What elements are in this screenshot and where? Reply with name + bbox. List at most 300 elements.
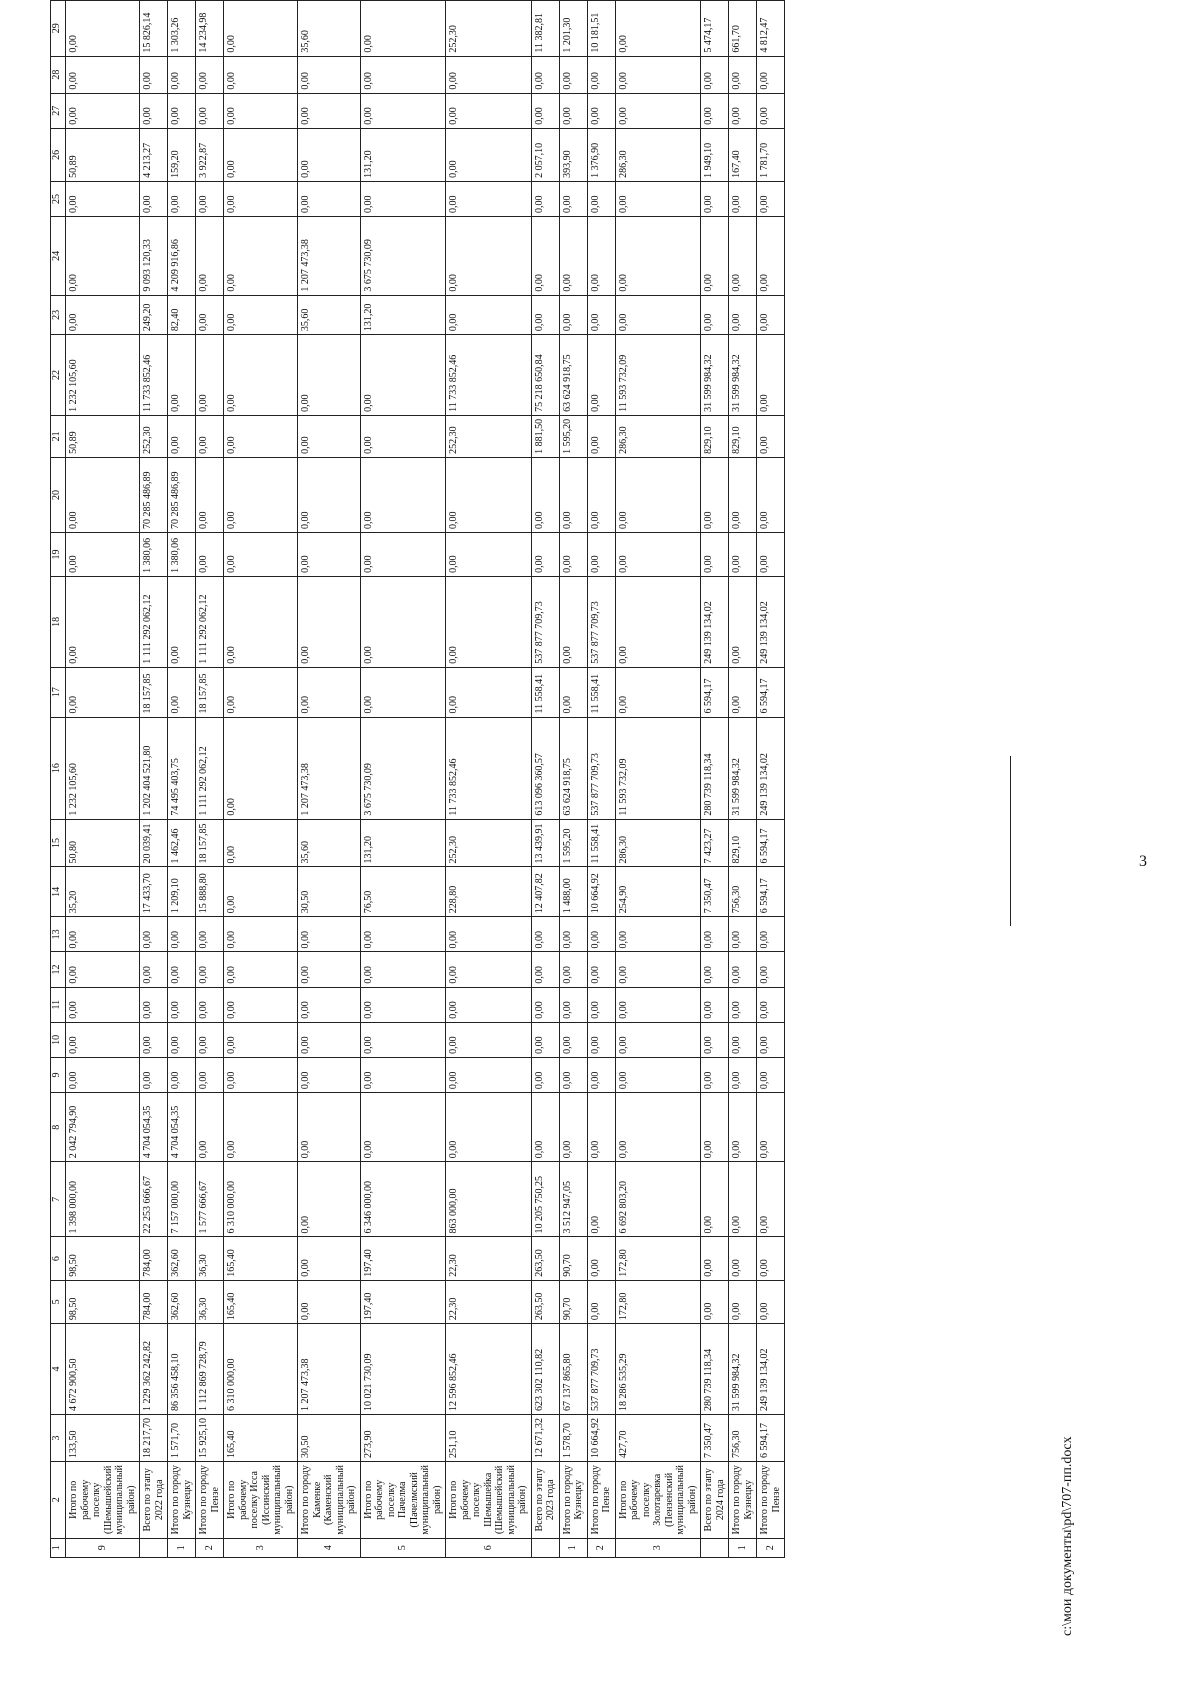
column-number: 20 — [51, 457, 66, 532]
column-number: 11 — [51, 987, 66, 1022]
table-cell: 0,00 — [729, 1237, 757, 1280]
column-number: 2 — [51, 1461, 66, 1538]
column-number: 29 — [51, 1, 66, 57]
table-cell: 1 111 292 062,12 — [140, 576, 168, 667]
table-cell: 0,00 — [140, 917, 168, 952]
table-cell: 15 925,10 — [196, 1414, 224, 1461]
table-row — [701, 1, 729, 1558]
table-cell: 31 599 984,32 — [729, 1324, 757, 1415]
column-number: 3 — [51, 1414, 66, 1461]
table-cell: 0,00 — [66, 667, 140, 717]
table-cell: 0,00 — [587, 952, 615, 987]
table-cell: 0,00 — [729, 917, 757, 952]
table-cell: 0,00 — [446, 93, 532, 128]
table-cell: 0,00 — [196, 93, 224, 128]
table-cell: 11 558,41 — [587, 667, 615, 717]
row-index: 3 — [224, 1538, 298, 1557]
column-number: 17 — [51, 667, 66, 717]
table-cell: 0,00 — [168, 987, 196, 1022]
table-cell: 362,60 — [168, 1280, 196, 1323]
table-cell: 50,89 — [66, 415, 140, 457]
table-cell: 0,00 — [446, 295, 532, 335]
table-cell: 0,00 — [298, 1057, 361, 1092]
table-cell: 0,00 — [729, 1057, 757, 1092]
table-cell: 0,00 — [729, 295, 757, 335]
table-cell: 0,00 — [140, 952, 168, 987]
table-cell: 1 488,00 — [559, 867, 587, 917]
table-cell: 172,80 — [615, 1237, 701, 1280]
table-cell: 0,00 — [531, 1093, 559, 1162]
table-cell: 0,00 — [701, 56, 729, 93]
table-cell: 6 594,17 — [757, 1414, 785, 1461]
table-cell: 1 376,90 — [587, 128, 615, 181]
table-row — [559, 1, 587, 1558]
table-cell: 0,00 — [360, 93, 446, 128]
table-cell: 0,00 — [446, 1022, 532, 1057]
table-cell: 0,00 — [66, 93, 140, 128]
table-cell: 0,00 — [757, 181, 785, 216]
table-cell: 1 209,10 — [168, 867, 196, 917]
table-cell: 74 495 403,75 — [168, 717, 196, 819]
table-cell: 0,00 — [66, 295, 140, 335]
table-cell: 0,00 — [729, 987, 757, 1022]
table-cell: 0,00 — [140, 1057, 168, 1092]
table-cell: 1 112 869 728,79 — [196, 1324, 224, 1415]
table-cell: 0,00 — [66, 56, 140, 93]
table-cell: 6 594,17 — [757, 667, 785, 717]
table-cell: 86 356 458,10 — [168, 1324, 196, 1415]
table-cell: 0,00 — [224, 1022, 298, 1057]
table-row — [446, 1, 532, 1558]
table-cell: 0,00 — [298, 335, 361, 416]
table-cell: 12 596 852,46 — [446, 1324, 532, 1415]
table-cell: 0,00 — [587, 415, 615, 457]
row-label: Всего по этапу 2022 года — [140, 1461, 168, 1538]
table-cell: 0,00 — [298, 93, 361, 128]
table-cell: 0,00 — [196, 917, 224, 952]
table-cell: 0,00 — [224, 987, 298, 1022]
table-cell: 0,00 — [531, 56, 559, 93]
table-cell: 249 139 134,02 — [757, 1324, 785, 1415]
table-cell: 0,00 — [446, 217, 532, 296]
table-cell: 0,00 — [298, 1237, 361, 1280]
table-cell: 0,00 — [729, 457, 757, 532]
table-cell: 0,00 — [196, 295, 224, 335]
table-cell: 0,00 — [196, 56, 224, 93]
table-cell: 0,00 — [559, 533, 587, 577]
table-cell: 0,00 — [615, 93, 701, 128]
table-cell: 7 350,47 — [701, 1414, 729, 1461]
table-cell: 0,00 — [360, 56, 446, 93]
table-cell: 11 733 852,46 — [446, 335, 532, 416]
table-cell: 18 157,85 — [196, 667, 224, 717]
table-cell: 22,30 — [446, 1280, 532, 1323]
table-cell: 50,89 — [66, 128, 140, 181]
table-cell: 0,00 — [196, 533, 224, 577]
table-cell: 0,00 — [66, 533, 140, 577]
table-cell: 0,00 — [587, 93, 615, 128]
table-cell: 0,00 — [66, 952, 140, 987]
table-cell: 0,00 — [729, 952, 757, 987]
table-cell: 11 558,41 — [531, 667, 559, 717]
table-cell: 0,00 — [196, 335, 224, 416]
table-cell: 0,00 — [360, 1, 446, 57]
table-cell: 11 593 732,09 — [615, 717, 701, 819]
table-cell: 12 671,32 — [531, 1414, 559, 1461]
table-cell: 0,00 — [196, 987, 224, 1022]
table-cell: 6 692 803,20 — [615, 1162, 701, 1237]
table-cell: 252,30 — [446, 1, 532, 57]
table-cell: 197,40 — [360, 1280, 446, 1323]
table-cell: 0,00 — [168, 952, 196, 987]
table-cell: 36,30 — [196, 1237, 224, 1280]
table-cell: 11 733 852,46 — [140, 335, 168, 416]
table-cell: 0,00 — [729, 1162, 757, 1237]
table-cell: 0,00 — [757, 1057, 785, 1092]
row-label: Итого по рабочему поселку Пачелма (Пачелмский муниципальный район) — [360, 1461, 446, 1538]
table-cell: 0,00 — [168, 667, 196, 717]
table-cell: 165,40 — [224, 1414, 298, 1461]
table-cell: 31 599 984,32 — [729, 335, 757, 416]
table-cell: 0,00 — [298, 1022, 361, 1057]
table-cell: 0,00 — [559, 917, 587, 952]
table-cell: 0,00 — [224, 217, 298, 296]
table-cell: 0,00 — [615, 181, 701, 216]
table-cell: 10 021 730,09 — [360, 1324, 446, 1415]
table-cell: 0,00 — [701, 1022, 729, 1057]
table-cell: 0,00 — [615, 457, 701, 532]
table-cell: 11 382,81 — [531, 1, 559, 57]
column-number-row — [51, 1, 66, 1558]
table-cell: 0,00 — [446, 952, 532, 987]
row-label: Итого по городу Пензе — [587, 1461, 615, 1538]
table-cell: 0,00 — [140, 1022, 168, 1057]
table-cell: 15 888,80 — [196, 867, 224, 917]
table-cell: 1 578,70 — [559, 1414, 587, 1461]
table-cell: 0,00 — [298, 1280, 361, 1323]
table-cell: 0,00 — [66, 181, 140, 216]
table-cell: 0,00 — [559, 1057, 587, 1092]
table-cell: 280 739 118,34 — [701, 717, 729, 819]
table-cell: 0,00 — [224, 952, 298, 987]
table-cell: 0,00 — [757, 987, 785, 1022]
table-cell: 249 139 134,02 — [757, 576, 785, 667]
column-number: 21 — [51, 415, 66, 457]
table-cell: 98,50 — [66, 1280, 140, 1323]
table-cell: 0,00 — [559, 181, 587, 216]
column-number: 25 — [51, 181, 66, 216]
table-cell: 0,00 — [224, 576, 298, 667]
row-index: 9 — [66, 1538, 140, 1557]
table-cell: 0,00 — [224, 128, 298, 181]
row-index: 3 — [615, 1538, 701, 1557]
table-cell: 0,00 — [615, 667, 701, 717]
table-cell: 0,00 — [701, 1162, 729, 1237]
table-cell: 1 229 362 242,82 — [140, 1324, 168, 1415]
table-cell: 1 380,06 — [140, 533, 168, 577]
table-cell: 1 577 666,67 — [196, 1162, 224, 1237]
table-cell: 0,00 — [587, 56, 615, 93]
table-cell: 76,50 — [360, 867, 446, 917]
table-cell: 131,20 — [360, 295, 446, 335]
table-cell: 131,20 — [360, 819, 446, 867]
table-cell: 0,00 — [196, 1057, 224, 1092]
table-cell: 0,00 — [531, 457, 559, 532]
row-index: 1 — [729, 1538, 757, 1557]
table-cell: 0,00 — [701, 1093, 729, 1162]
table-cell: 0,00 — [701, 987, 729, 1022]
table-cell: 537 877 709,73 — [587, 717, 615, 819]
table-cell: 0,00 — [587, 917, 615, 952]
table-cell: 0,00 — [559, 217, 587, 296]
table-cell: 3 675 730,09 — [360, 717, 446, 819]
table-cell: 4 704 054,35 — [140, 1093, 168, 1162]
table-cell: 0,00 — [196, 415, 224, 457]
row-index: 1 — [168, 1538, 196, 1557]
table-cell: 0,00 — [757, 917, 785, 952]
table-row — [298, 1, 361, 1558]
table-cell: 0,00 — [298, 1093, 361, 1162]
table-row — [360, 1, 446, 1558]
table-cell: 0,00 — [298, 576, 361, 667]
table-cell: 1 111 292 062,12 — [196, 576, 224, 667]
table-cell: 4 672 900,50 — [66, 1324, 140, 1415]
table-cell: 0,00 — [66, 1, 140, 57]
table-cell: 1 303,26 — [168, 1, 196, 57]
table-cell: 0,00 — [298, 533, 361, 577]
table-cell: 0,00 — [298, 667, 361, 717]
table-cell: 0,00 — [559, 667, 587, 717]
table-cell: 0,00 — [757, 217, 785, 296]
table-cell: 70 285 486,89 — [140, 457, 168, 532]
table-cell: 165,40 — [224, 1237, 298, 1280]
table-cell: 17 433,70 — [140, 867, 168, 917]
table-cell: 0,00 — [531, 917, 559, 952]
table-cell: 661,70 — [729, 1, 757, 57]
table-cell: 7 423,27 — [701, 819, 729, 867]
table-cell: 0,00 — [757, 952, 785, 987]
table-cell: 0,00 — [615, 1093, 701, 1162]
table-cell: 0,00 — [757, 335, 785, 416]
table-cell: 0,00 — [224, 917, 298, 952]
table-cell: 0,00 — [531, 181, 559, 216]
table-cell: 1 380,06 — [168, 533, 196, 577]
table-cell: 0,00 — [168, 576, 196, 667]
table-cell: 0,00 — [196, 457, 224, 532]
table-cell: 0,00 — [298, 128, 361, 181]
table-cell: 0,00 — [757, 295, 785, 335]
table-cell: 6 594,17 — [757, 867, 785, 917]
column-number: 15 — [51, 819, 66, 867]
column-number: 13 — [51, 917, 66, 952]
table-cell: 0,00 — [446, 576, 532, 667]
column-number: 9 — [51, 1057, 66, 1092]
row-label: Итого по городу Пензе — [196, 1461, 224, 1538]
table-cell: 1 398 000,00 — [66, 1162, 140, 1237]
table-cell: 82,40 — [168, 295, 196, 335]
table-cell: 165,40 — [224, 1280, 298, 1323]
table-cell: 0,00 — [587, 335, 615, 416]
table-cell: 70 285 486,89 — [168, 457, 196, 532]
table-cell: 3 922,87 — [196, 128, 224, 181]
table-cell: 0,00 — [66, 987, 140, 1022]
table-cell: 0,00 — [757, 1280, 785, 1323]
table-cell: 0,00 — [446, 457, 532, 532]
table-cell: 1 207 473,38 — [298, 1324, 361, 1415]
table-cell: 0,00 — [587, 1237, 615, 1280]
table-row — [224, 1, 298, 1558]
column-number: 22 — [51, 335, 66, 416]
page-number: 3 — [1139, 853, 1147, 870]
table-cell: 0,00 — [615, 917, 701, 952]
table-cell: 0,00 — [224, 717, 298, 819]
column-number: 4 — [51, 1324, 66, 1415]
table-cell: 249 139 134,02 — [701, 576, 729, 667]
table-cell: 254,90 — [615, 867, 701, 917]
table-cell: 1 462,46 — [168, 819, 196, 867]
table-cell: 0,00 — [729, 217, 757, 296]
table-cell: 18 157,85 — [140, 667, 168, 717]
table-cell: 784,00 — [140, 1280, 168, 1323]
column-number: 16 — [51, 717, 66, 819]
row-index: 2 — [757, 1538, 785, 1557]
table-cell: 537 877 709,73 — [587, 1324, 615, 1415]
table-row — [615, 1, 701, 1558]
table-cell: 0,00 — [66, 917, 140, 952]
table-cell: 0,00 — [298, 415, 361, 457]
table-cell: 0,00 — [168, 93, 196, 128]
table-cell: 0,00 — [531, 533, 559, 577]
table-cell: 0,00 — [701, 295, 729, 335]
table-cell: 0,00 — [587, 1280, 615, 1323]
table-cell: 67 137 865,80 — [559, 1324, 587, 1415]
table-cell: 0,00 — [757, 1162, 785, 1237]
table-cell: 362,60 — [168, 1237, 196, 1280]
table-row — [587, 1, 615, 1558]
table-cell: 4 704 054,35 — [168, 1093, 196, 1162]
table-cell: 0,00 — [701, 533, 729, 577]
table-cell: 0,00 — [757, 533, 785, 577]
table-cell: 0,00 — [729, 181, 757, 216]
table-cell: 0,00 — [224, 56, 298, 93]
column-number: 8 — [51, 1093, 66, 1162]
table-cell: 228,80 — [446, 867, 532, 917]
table-cell: 0,00 — [531, 295, 559, 335]
table-cell: 0,00 — [757, 457, 785, 532]
table-cell: 197,40 — [360, 1237, 446, 1280]
table-cell: 35,20 — [66, 867, 140, 917]
table-cell: 5 474,17 — [701, 1, 729, 57]
table-cell: 11 558,41 — [587, 819, 615, 867]
table-cell: 10 205 750,25 — [531, 1162, 559, 1237]
table-cell: 0,00 — [196, 1093, 224, 1162]
table-row — [729, 1, 757, 1558]
column-number: 7 — [51, 1162, 66, 1237]
table-cell: 0,00 — [446, 667, 532, 717]
table-cell: 0,00 — [140, 181, 168, 216]
row-label: Итого по рабочему поселку (Шемышейский муниципальный район) — [66, 1461, 140, 1538]
table-cell: 31 599 984,32 — [729, 717, 757, 819]
row-label: Итого по городу Каменке (Каменский муниципальный район) — [298, 1461, 361, 1538]
table-cell: 167,40 — [729, 128, 757, 181]
table-cell: 0,00 — [615, 952, 701, 987]
table-cell: 0,00 — [224, 667, 298, 717]
row-index: 6 — [446, 1538, 532, 1557]
table-cell: 0,00 — [587, 1057, 615, 1092]
table-cell: 273,90 — [360, 1414, 446, 1461]
table-cell: 0,00 — [559, 56, 587, 93]
table-cell: 0,00 — [360, 415, 446, 457]
table-cell: 0,00 — [559, 952, 587, 987]
table-cell: 537 877 709,73 — [587, 576, 615, 667]
table-cell: 18 157,85 — [196, 819, 224, 867]
row-label: Итого по рабочему поселку Шемышейка (Шемышейский муниципальный район) — [446, 1461, 532, 1538]
table-cell: 172,80 — [615, 1280, 701, 1323]
table-cell: 0,00 — [224, 819, 298, 867]
table-row — [168, 1, 196, 1558]
table-cell: 13 439,91 — [531, 819, 559, 867]
row-index: 1 — [559, 1538, 587, 1557]
table-cell: 829,10 — [729, 819, 757, 867]
table-cell: 0,00 — [360, 917, 446, 952]
row-index — [701, 1538, 729, 1557]
table-cell: 0,00 — [587, 987, 615, 1022]
table-cell: 0,00 — [559, 1093, 587, 1162]
column-number: 27 — [51, 93, 66, 128]
row-label: Итого по городу Кузнецку — [168, 1461, 196, 1538]
table-cell: 35,60 — [298, 1, 361, 57]
row-index — [140, 1538, 168, 1557]
table-cell: 0,00 — [360, 667, 446, 717]
table-cell: 756,30 — [729, 1414, 757, 1461]
table-cell: 0,00 — [224, 457, 298, 532]
table-cell: 0,00 — [196, 181, 224, 216]
table-cell: 0,00 — [729, 56, 757, 93]
table-cell: 35,60 — [298, 295, 361, 335]
table-cell: 0,00 — [701, 917, 729, 952]
table-cell: 0,00 — [360, 457, 446, 532]
table-cell: 0,00 — [531, 987, 559, 1022]
table-cell: 0,00 — [559, 576, 587, 667]
signature-line — [1010, 756, 1011, 926]
table-cell: 0,00 — [168, 415, 196, 457]
table-cell: 0,00 — [168, 1022, 196, 1057]
table-cell: 0,00 — [360, 335, 446, 416]
table-cell: 0,00 — [729, 667, 757, 717]
table-cell: 1 949,10 — [701, 128, 729, 181]
table-cell: 0,00 — [66, 457, 140, 532]
table-cell: 35,60 — [298, 819, 361, 867]
table-cell: 1 207 473,38 — [298, 717, 361, 819]
table-cell: 75 218 650,84 — [531, 335, 559, 416]
table-cell: 0,00 — [224, 415, 298, 457]
table-cell: 0,00 — [559, 1022, 587, 1057]
row-label: Итого по городу Кузнецку — [559, 1461, 587, 1538]
table-cell: 0,00 — [140, 56, 168, 93]
table-cell: 31 599 984,32 — [701, 335, 729, 416]
table-cell: 0,00 — [360, 533, 446, 577]
table-cell: 0,00 — [168, 181, 196, 216]
table-cell: 0,00 — [360, 952, 446, 987]
table-cell: 0,00 — [587, 1022, 615, 1057]
table-cell: 0,00 — [587, 533, 615, 577]
table-cell: 263,50 — [531, 1237, 559, 1280]
table-cell: 90,70 — [559, 1237, 587, 1280]
table-cell: 0,00 — [729, 1280, 757, 1323]
table-cell: 6 310 000,00 — [224, 1324, 298, 1415]
table-cell: 537 877 709,73 — [531, 576, 559, 667]
table-cell: 0,00 — [587, 1162, 615, 1237]
